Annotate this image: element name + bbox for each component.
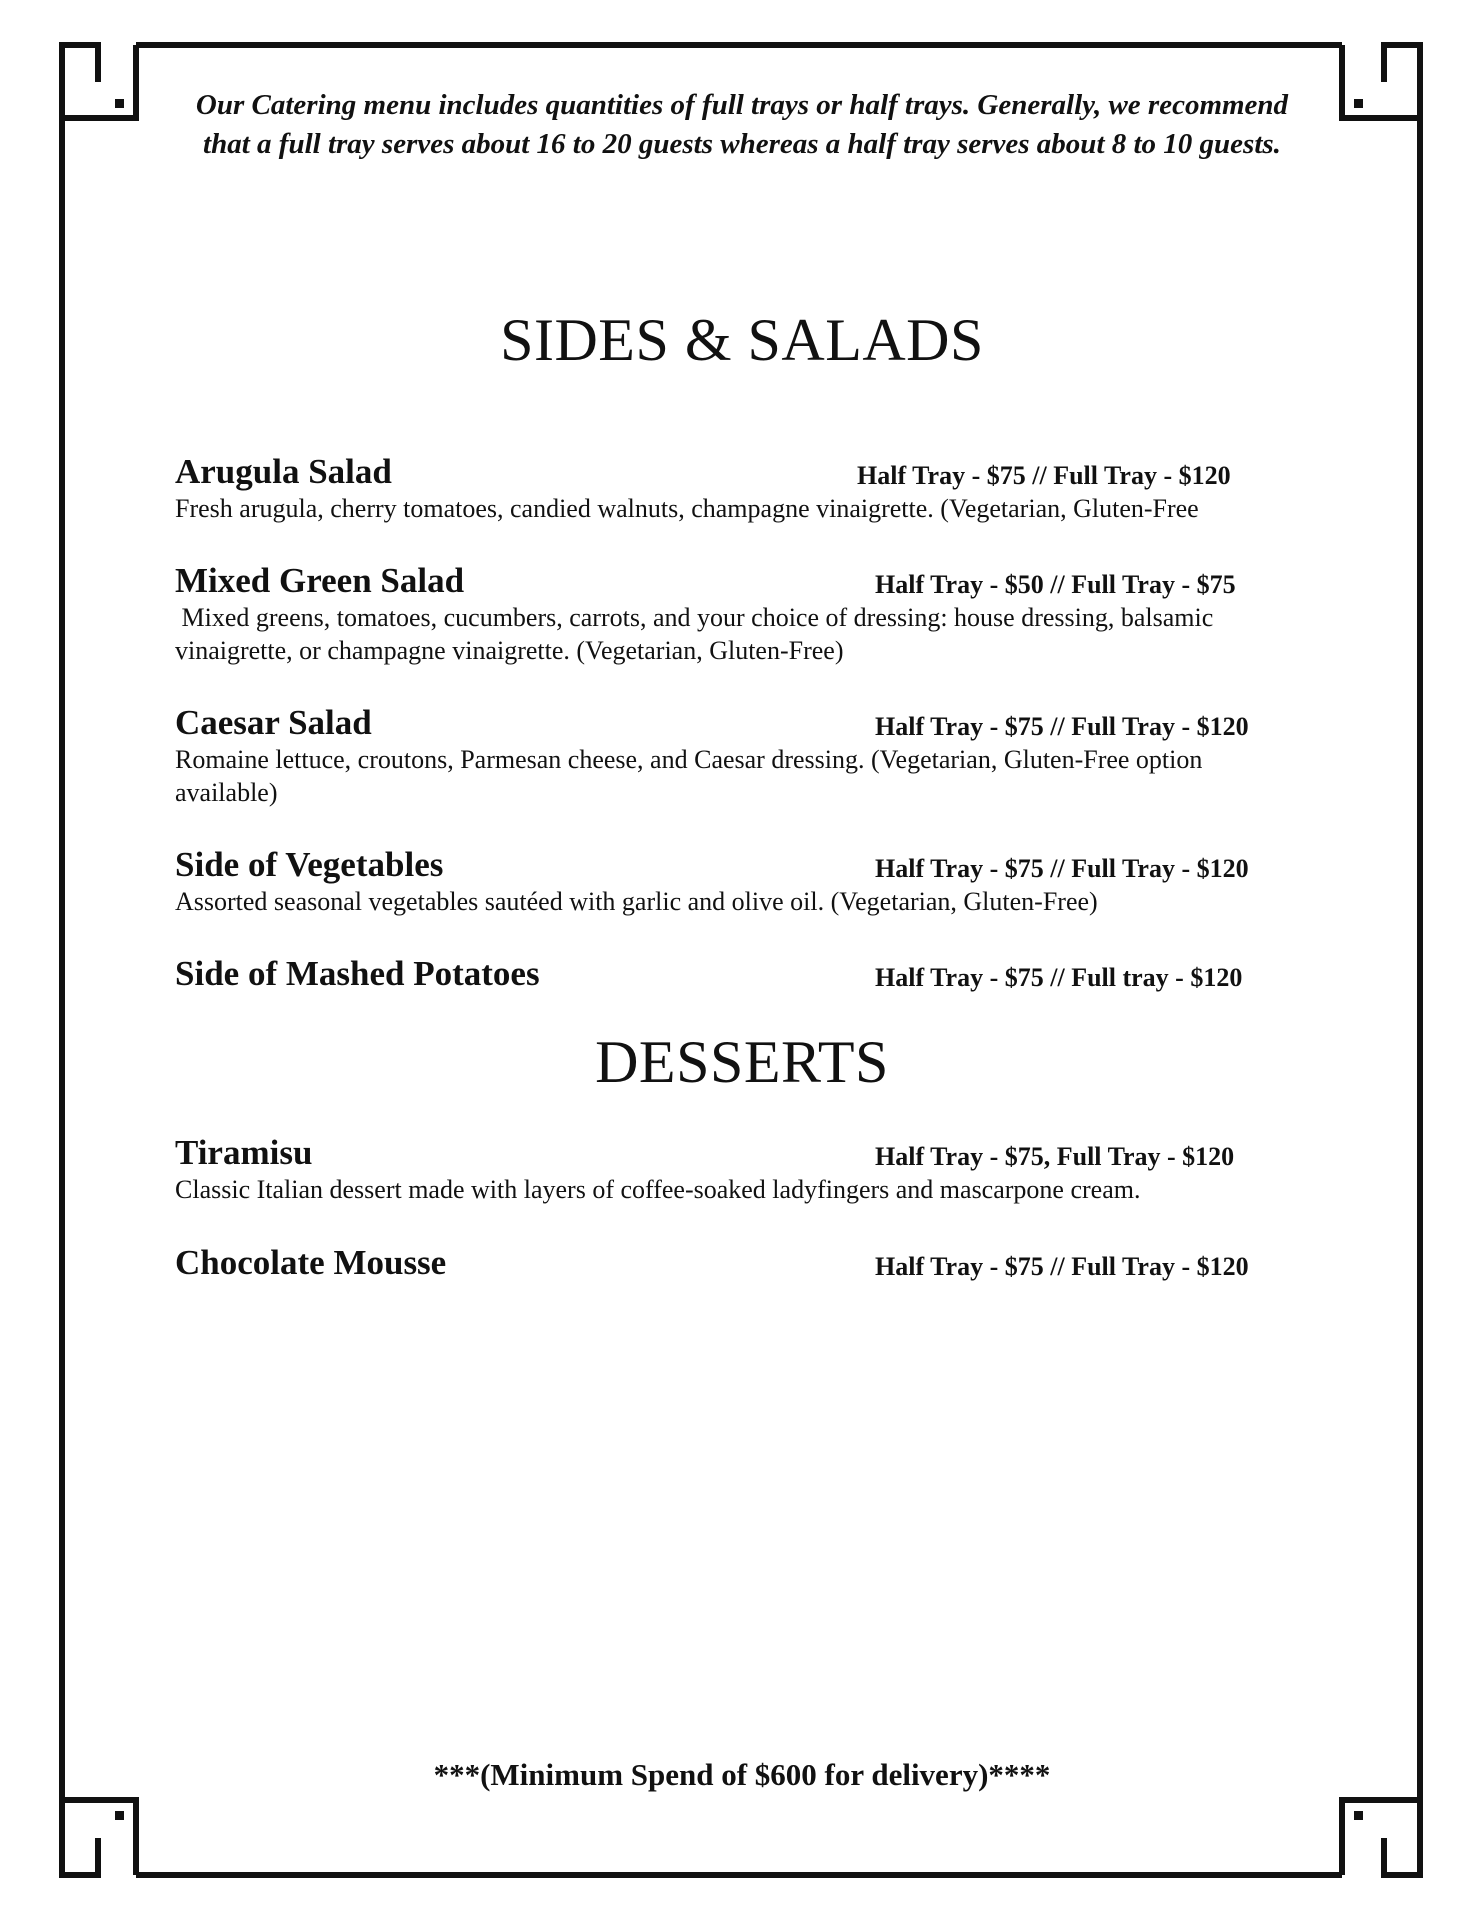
item-price: Half Tray - $75 // Full Tray - $120 <box>875 854 1249 883</box>
item-name: Side of Vegetables <box>175 845 444 884</box>
intro-text: Our Catering menu includes quantities of full trays or half trays. Generally, we recommend that a full tray serves about 16 to 20 guests whereas a half tray serves about 8 to 10 guests. <box>195 89 1289 160</box>
item-name: Caesar Salad <box>175 703 372 742</box>
menu-item <box>175 450 1295 525</box>
item-name: Tiramisu <box>175 1133 313 1172</box>
item-price: Half Tray - $75 // Full Tray - $120 <box>875 1252 1249 1281</box>
item-name: Arugula Salad <box>175 452 392 491</box>
section-title-desserts: DESSERTS <box>595 1029 889 1095</box>
menu-item <box>175 952 1295 996</box>
item-name: Mixed Green Salad <box>175 561 465 600</box>
item-price: Half Tray - $75 // Full Tray - $120 <box>875 712 1249 741</box>
item-description: Assorted seasonal vegetables sautéed with garlic and olive oil. (Vegetarian, Gluten-Free) <box>175 887 1098 916</box>
menu-item <box>175 559 1295 667</box>
menu-item <box>175 1131 1295 1206</box>
item-price: Half Tray - $50 // Full Tray - $75 <box>875 570 1236 599</box>
delivery-minimum-note: ***(Minimum Spend of $600 for delivery)**** <box>433 1757 1051 1792</box>
item-description: Mixed greens, tomatoes, cucumbers, carrots, and your choice of dressing: house dressing, balsamic vinaigrette, or champagne vinaigrette. (Vegetarian, Gluten-Free) <box>175 603 1220 665</box>
menu-item <box>175 843 1295 918</box>
item-name: Chocolate Mousse <box>175 1243 447 1282</box>
item-description: Fresh arugula, cherry tomatoes, candied walnuts, champagne vinaigrette. (Vegetarian, Gluten-Free <box>175 494 1199 523</box>
item-name: Side of Mashed Potatoes <box>175 954 540 993</box>
item-price: Half Tray - $75, Full Tray - $120 <box>875 1142 1235 1171</box>
menu-item <box>175 701 1295 809</box>
item-price: Half Tray - $75 // Full tray - $120 <box>875 963 1243 992</box>
item-description: Classic Italian dessert made with layers of coffee-soaked ladyfingers and mascarpone cream. <box>175 1175 1141 1204</box>
item-price: Half Tray - $75 // Full Tray - $120 <box>857 461 1231 490</box>
section-title-sides-salads: SIDES & SALADS <box>500 307 984 373</box>
menu-item <box>175 1241 1295 1285</box>
item-description: Romaine lettuce, croutons, Parmesan cheese, and Caesar dressing. (Vegetarian, Gluten-Free option available) <box>175 745 1203 807</box>
